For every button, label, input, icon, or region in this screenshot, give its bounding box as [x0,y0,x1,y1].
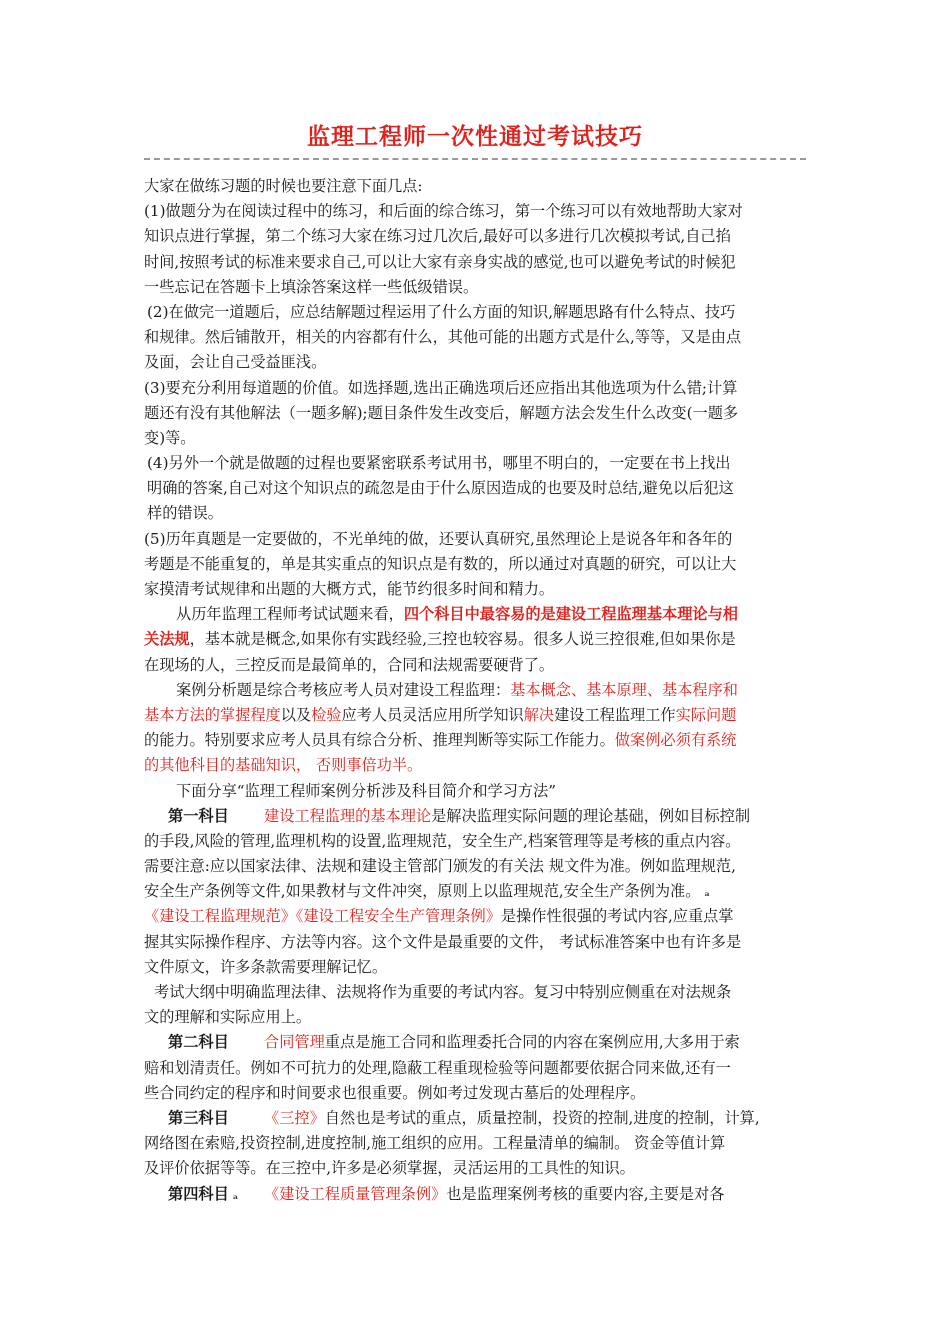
highlight-text: 检验 [311,705,342,724]
text-line: 安全生产条例等文件,如果教材与文件冲突，原则上以监理规范,安全生产条例为准。 ₐ [144,879,812,904]
paragraph-1 [144,199,812,300]
text-line: 题还有没有其他解法（一题多解);题目条件发生改变后，解题方法会发生什么改变(一题多 [144,403,739,422]
dashed-divider [144,158,806,160]
text-line: 在现场的人，三控反而是最简单的，合同和法规需要硬背了。 [144,655,555,674]
subject-2 [144,1030,812,1106]
text-line: 和规律。然后铺散开，相关的内容都有什么，其他可能的出题方式是什么,等等，又是由点 [144,328,742,347]
highlight-text: 《建设工程监理规范》《建设工程安全生产管理条例》 [144,907,501,926]
text-line: 《建设工程监理规范》《建设工程安全生产管理条例》是操作性很强的考试内容,应重点掌 [144,907,734,926]
document-body [144,174,812,1207]
subject-topic: 《建设工程质量管理条例》 [264,1184,447,1203]
note-icon: ₐ [704,885,710,900]
text-line: 家摸清考试规律和出题的大概方式，能节约很多时间和精力。 [144,580,555,598]
subject-label: 第三科目 [168,1108,229,1127]
text-line: 握其实际操作程序、方法等内容。这个文件是最重要的文件， 考试标准答案中也有许多是 [144,932,742,951]
text-line: 的其他科目的基础知识， 否则事倍功半。 [144,756,423,775]
text-line: (5)历年真题是一定要做的，不光单纯的做，还要认真研究,虽然理论上是说各年和各年的 [144,529,733,548]
paragraph-9 [144,980,812,1030]
text-line: 第二科目 合同管理重点是施工合同和监理委托合同的内容在案例应用,大多用于索 [144,1030,812,1055]
subject-3 [144,1106,812,1182]
text-line: 文件原文，许多条款需要理解记忆。 [144,957,387,976]
paragraph-7 [144,678,812,779]
subject-topic: 《三控》 [264,1108,325,1127]
text-line: 及评价依据等等。在三控中,许多是必须掌握，灵活运用的工具性的知识。 [144,1159,635,1178]
text-line: 知识点进行掌握，第二个练习大家在练习过几次后,最好可以多进行几次模拟考试,自己掐 [144,227,731,246]
subject-label: 第二科目 [168,1033,229,1052]
share-line: 下面分享“监理工程师案例分析涉及科目简介和学习方法” [176,781,557,800]
subject-label: 第四科目 ₐ [168,1182,264,1207]
text-line: 的手段,风险的管理,监理机构的设置,监理规范，安全生产,档案管理等是考核的重点内容。 [144,831,741,850]
highlight-text: 基本概念、基本原理、基本程序和 [510,680,738,699]
text-line: 一些忘记在答题卡上填涂答案这样一些低级错误。 [144,277,479,296]
highlight-text: 做案例必须有系统 [614,731,737,750]
subject-label: 第一科目 [168,806,229,825]
note-icon: ₐ [232,1187,239,1202]
text-line: 样的错误。 [147,504,223,523]
subject-1 [144,804,812,980]
text-line: (3)要充分利用每道题的价值。如选择题,选出正确选项后还应指出其他选项为什么错;计算 [144,378,738,397]
text-line: (2)在做完一道题后，应总结解题过程运用了什么方面的知识,解题思路有什么特点、技巧 [147,302,736,321]
intro-line: 大家在做练习题的时候也要注意下面几点: [144,177,423,195]
text-line: 的能力。特别要求应考人员具有综合分析、推理判断等实际工作能力。做案例必须有系统 [144,731,737,750]
text-line: (4)另外一个就是做题的过程也要紧密联系考试用书，哪里不明白的，一定要在书上找出 [147,454,731,473]
highlight-text: 实际问题 [675,705,737,724]
subject-topic: 合同管理 [264,1033,325,1052]
text-line: 第三科目 《三控》自然也是考试的重点，质量控制，投资的控制,进度的控制，计算, [144,1106,812,1131]
text-line: 赔和划清责任。例如不可抗力的处理,隐蔽工程重现检验等问题都要依据合同来做,还有一 [144,1058,731,1077]
page-title: 监理工程师一次性通过考试技巧 [307,123,643,150]
text-line: 变)等。 [144,428,196,447]
paragraph-4 [144,451,812,527]
text-line: 及面，会让自己受益匪浅。 [144,353,327,372]
text-line: (1)做题分为在阅读过程中的练习，和后面的综合练习，第一个练习可以有效地帮助大家对 [144,202,743,221]
text-line: 从历年监理工程师考试试题来看，四个科目中最容易的是建设工程监理基本理论与相 [176,605,738,624]
text-line: 明确的答案,自己对这个知识点的疏忽是由于什么原因造成的也要及时总结,避免以后犯这 [147,479,734,498]
text-line: 第四科目 ₐ 《建设工程质量管理条例》也是监理案例考核的重要内容,主要是对各 [144,1182,812,1207]
text-line: 关法规，基本就是概念,如果你有实践经验,三控也较容易。很多人说三控很难,但如果你是 [144,630,736,649]
highlight-text: 基本方法的掌握程度 [144,705,281,724]
paragraph-5 [144,527,812,603]
text-line: 文的理解和实际应用上。 [144,1008,312,1027]
text-line: 考试大纲中明确监理法律、法规将作为重要的考试内容。复习中特别应侧重在对法规条 [154,983,732,1001]
highlight-text: 解决 [523,705,555,724]
paragraph-6 [144,602,812,678]
paragraph-3 [144,376,812,452]
text-line: 网络图在索赔,投资控制,进度控制,施工组织的应用。工程量清单的编制。 资金等值计算 [144,1134,726,1153]
text-line: 基本方法的掌握程度以及检验应考人员灵活应用所学知识解决建设工程监理工作实际问题 [144,705,737,724]
text-line: 第一科目 建设工程监理的基本理论是解决监理实际问题的理论基础，例如目标控制 [144,804,812,829]
highlight-text: 四个科目中最容易的是建设工程监理基本理论与相 [403,605,738,624]
highlight-text: 关法规 [144,630,190,649]
text-line: 些合同约定的程序和时间要求也很重要。例如考过发现古墓后的处理程序。 [144,1083,646,1102]
paragraph-2 [144,300,812,376]
subject-4 [144,1182,812,1207]
subject-topic: 建设工程监理的基本理论 [264,806,432,825]
text-line: 考题是不能重复的，单是其实重点的知识点是有数的，所以通过对真题的研究，可以让大 [144,554,737,573]
text-line: 时间,按照考试的标准来要求自己,可以让大家有亲身实战的感觉,也可以避免考试的时候犯 [144,252,736,271]
text-line: 案例分析题是综合考核应考人员对建设工程监理：基本概念、基本原理、基本程序和 [176,680,738,699]
text-line: 需要注意:应以国家法律、法规和建设主管部门颁发的有关法 规文件为准。例如监理规范, [144,857,736,876]
